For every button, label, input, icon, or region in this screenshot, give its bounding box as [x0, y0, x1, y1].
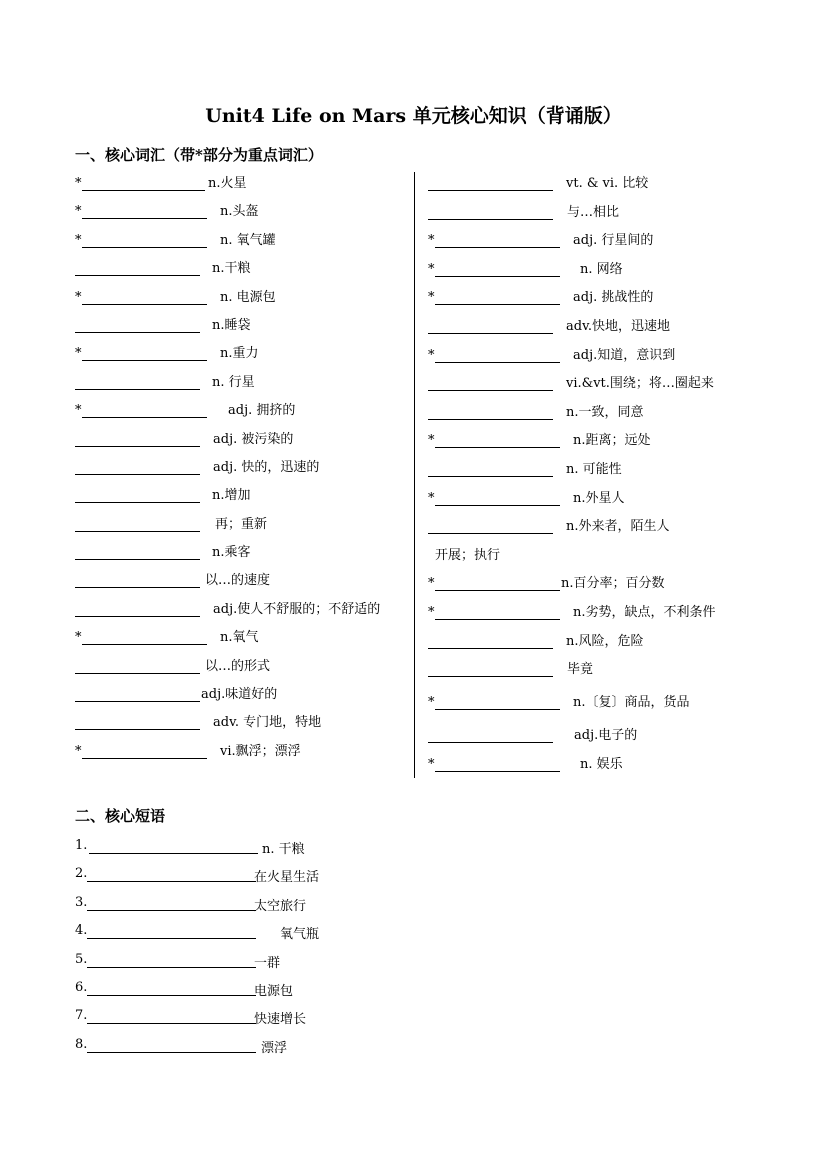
phrase-meaning: 在火星生活	[254, 870, 320, 886]
vocab-row	[75, 485, 415, 513]
phrase-meaning: 快速增长	[254, 1012, 307, 1028]
answer-blank[interactable]	[75, 316, 200, 333]
vocab-meaning: n.火星	[208, 176, 247, 191]
vocab-row	[75, 315, 415, 343]
vocab-row	[75, 741, 415, 769]
answer-blank[interactable]	[75, 458, 200, 475]
vocab-row	[75, 400, 415, 428]
vocab-row	[75, 684, 415, 712]
star-mark: *	[428, 576, 435, 592]
vocab-row	[428, 488, 768, 517]
vocab-meaning: adj. 行星间的	[573, 233, 654, 249]
answer-blank[interactable]	[435, 288, 560, 305]
answer-blank[interactable]	[435, 260, 560, 277]
answer-blank[interactable]	[75, 571, 200, 588]
vocab-meaning: vi.飘浮；漂浮	[220, 743, 301, 759]
answer-blank[interactable]	[87, 923, 256, 939]
vocab-row	[428, 430, 768, 459]
vocab-meaning: n.氧气	[220, 630, 259, 646]
vocab-meaning: n. 氧气罐	[220, 232, 276, 248]
phrase-number: 6.	[75, 979, 88, 995]
phrase-meaning: 电源包	[254, 983, 294, 999]
vocab-meaning: n.距离；远处	[573, 433, 651, 449]
vocab-row	[75, 429, 415, 457]
vocab-row	[428, 202, 768, 231]
vocab-row	[428, 345, 768, 374]
star-mark: *	[75, 743, 82, 759]
star-mark: *	[428, 756, 435, 772]
vocab-row	[75, 542, 415, 570]
star-mark: *	[75, 630, 82, 646]
answer-blank[interactable]	[428, 374, 553, 391]
vocab-meaning: n.睡袋	[212, 317, 251, 333]
vocab-meaning: n. 可能性	[566, 461, 622, 477]
star-mark: *	[428, 233, 435, 249]
vocab-meaning: n.增加	[212, 488, 251, 504]
answer-blank[interactable]	[87, 952, 256, 968]
star-mark: *	[428, 290, 435, 306]
answer-blank[interactable]	[435, 693, 560, 710]
star-mark: *	[428, 695, 435, 711]
vocab-meaning: adj. 拥挤的	[228, 403, 296, 419]
phrase-meaning: 一群	[254, 955, 281, 971]
answer-blank[interactable]	[87, 980, 256, 996]
vocab-meaning: n.劣势，缺点，不利条件	[573, 604, 716, 620]
vocab-meaning: n.外星人	[573, 490, 625, 506]
star-mark: *	[75, 204, 82, 220]
answer-blank[interactable]	[75, 430, 200, 447]
answer-blank[interactable]	[82, 628, 207, 645]
vocab-row	[75, 173, 415, 201]
vocab-meaning: 以…的速度	[205, 573, 271, 589]
answer-blank[interactable]	[75, 600, 200, 617]
phrase-number: 1.	[75, 838, 88, 853]
vocab-row	[75, 343, 415, 371]
vocab-row	[428, 692, 768, 725]
vocab-meaning: n. 娱乐	[580, 756, 623, 772]
phrase-number: 3.	[75, 894, 88, 910]
answer-blank[interactable]	[82, 401, 207, 418]
answer-blank[interactable]	[82, 174, 205, 191]
answer-blank[interactable]	[435, 755, 560, 772]
vocab-meaning: adv.快地，迅速地	[566, 318, 671, 334]
answer-blank[interactable]	[428, 203, 553, 220]
vocab-row	[428, 316, 768, 345]
vocab-row	[75, 258, 415, 286]
vocab-meaning: adj.知道，意识到	[573, 347, 676, 363]
answer-blank[interactable]	[87, 1008, 256, 1024]
vocab-meaning: adv. 专门地，特地	[213, 715, 322, 731]
answer-blank[interactable]	[82, 202, 207, 219]
star-mark: *	[75, 176, 82, 191]
vocab-meaning: n.外来者，陌生人	[566, 519, 670, 535]
vocab-meaning: n.头盔	[220, 204, 259, 220]
vocab-row	[428, 631, 768, 660]
vocab-row	[75, 372, 415, 400]
vocab-meaning: 以…的形式	[205, 658, 271, 674]
vocab-row	[428, 173, 768, 202]
vocab-meaning: 开展；执行	[435, 547, 501, 563]
vocab-row	[428, 659, 768, 692]
answer-blank[interactable]	[435, 346, 560, 363]
vocab-row	[428, 516, 768, 545]
vocab-meaning: n. 电源包	[220, 289, 276, 305]
star-mark: *	[428, 347, 435, 363]
answer-blank[interactable]	[82, 344, 207, 361]
vocab-meaning: vi.&vt.围绕；将…圈起来	[566, 376, 714, 392]
star-mark: *	[428, 490, 435, 506]
vocab-row	[428, 259, 768, 288]
vocab-row	[428, 754, 768, 783]
answer-blank[interactable]	[82, 742, 207, 759]
vocab-row	[75, 656, 415, 684]
vocab-meaning: n.百分率；百分数	[561, 576, 665, 592]
vocab-row	[428, 602, 768, 631]
phrase-meaning: 漂浮	[261, 1040, 288, 1056]
vocab-meaning: n.乘客	[212, 545, 251, 561]
vocab-row	[75, 599, 415, 627]
vocab-meaning: adj. 被污染的	[213, 431, 294, 447]
vocab-row	[428, 573, 768, 602]
answer-blank[interactable]	[87, 866, 256, 882]
answer-blank[interactable]	[428, 174, 553, 191]
vocab-row	[428, 373, 768, 402]
vocab-row	[428, 402, 768, 431]
vocab-row	[75, 514, 415, 542]
vocab-meaning: adj.电子的	[574, 728, 638, 744]
vocab-meaning: 再；重新	[215, 516, 268, 532]
answer-blank[interactable]	[435, 603, 560, 620]
phrase-number: 2.	[75, 866, 88, 882]
star-mark: *	[75, 232, 82, 248]
vocab-row	[75, 712, 415, 740]
vocab-meaning: n.一致，同意	[566, 404, 644, 420]
answer-blank[interactable]	[82, 288, 207, 305]
answer-blank[interactable]	[428, 317, 553, 334]
phrase-number: 8.	[75, 1036, 88, 1052]
phrase-meaning: n. 干粮	[262, 842, 305, 857]
phrase-number: 4.	[75, 923, 88, 939]
vocab-meaning: n. 行星	[212, 374, 255, 390]
phrase-number: 7.	[75, 1008, 88, 1024]
vocab-meaning: 毕竟	[567, 662, 594, 678]
answer-blank[interactable]	[428, 517, 553, 534]
vocab-meaning: n.〔复〕商品，货品	[573, 695, 690, 711]
answer-blank[interactable]	[435, 489, 560, 506]
section-heading-phrases: 二、核心短语	[75, 807, 166, 825]
vocab-row	[428, 287, 768, 316]
answer-blank[interactable]	[428, 660, 553, 677]
answer-blank[interactable]	[87, 1037, 256, 1053]
phrase-meaning: 太空旅行	[254, 898, 307, 914]
vocab-right-column	[428, 173, 768, 782]
answer-blank[interactable]	[75, 373, 200, 390]
star-mark: *	[428, 261, 435, 277]
vocab-row	[428, 725, 768, 754]
answer-blank[interactable]	[428, 632, 553, 649]
vocab-meaning: adj.使人不舒服的；不舒适的	[213, 601, 381, 617]
vocab-row	[428, 459, 768, 488]
answer-blank[interactable]	[75, 486, 200, 503]
vocab-meaning: vt. & vi. 比较	[566, 176, 649, 191]
star-mark: *	[75, 346, 82, 362]
vocab-meaning: adj. 快的，迅速的	[213, 459, 320, 475]
star-mark: *	[428, 433, 435, 449]
vocab-meaning: n.重力	[220, 346, 259, 362]
vocab-row	[75, 570, 415, 598]
answer-blank[interactable]	[435, 431, 560, 448]
star-mark: *	[428, 604, 435, 620]
page-title: Unit4 Life on Mars 单元核心知识（背诵版）	[205, 105, 622, 127]
vocab-left-column	[75, 173, 415, 769]
vocab-row	[75, 287, 415, 315]
star-mark: *	[75, 403, 82, 419]
answer-blank[interactable]	[75, 543, 200, 560]
answer-blank[interactable]	[75, 685, 200, 702]
vocab-meaning: adj.味道好的	[201, 687, 278, 703]
vocab-meaning: n. 网络	[580, 261, 623, 277]
answer-blank[interactable]	[82, 231, 207, 248]
vocab-row	[75, 457, 415, 485]
vocab-meaning: adj. 挑战性的	[573, 290, 654, 306]
section-heading-vocabulary: 一、核心词汇（带*部分为重点词汇）	[75, 146, 323, 164]
answer-blank[interactable]	[428, 460, 553, 477]
answer-blank[interactable]	[75, 259, 200, 276]
vocab-meaning: n.风险，危险	[566, 633, 644, 649]
star-mark: *	[75, 289, 82, 305]
vocab-row	[75, 230, 415, 258]
answer-blank[interactable]	[435, 574, 560, 591]
vocab-row	[75, 627, 415, 655]
vocab-row	[428, 545, 768, 574]
vocab-row	[75, 201, 415, 229]
answer-blank[interactable]	[87, 895, 256, 911]
vocab-row	[428, 230, 768, 259]
vocab-meaning: n.干粮	[212, 261, 251, 277]
phrase-number: 5.	[75, 951, 88, 967]
phrase-meaning: 氧气瓶	[280, 927, 320, 943]
answer-blank[interactable]	[75, 657, 200, 674]
answer-blank[interactable]	[428, 726, 553, 743]
vocab-meaning: 与…相比	[567, 204, 620, 220]
answer-blank[interactable]	[89, 838, 258, 854]
answer-blank[interactable]	[75, 515, 200, 532]
answer-blank[interactable]	[428, 403, 553, 420]
answer-blank[interactable]	[435, 231, 560, 248]
answer-blank[interactable]	[75, 713, 200, 730]
